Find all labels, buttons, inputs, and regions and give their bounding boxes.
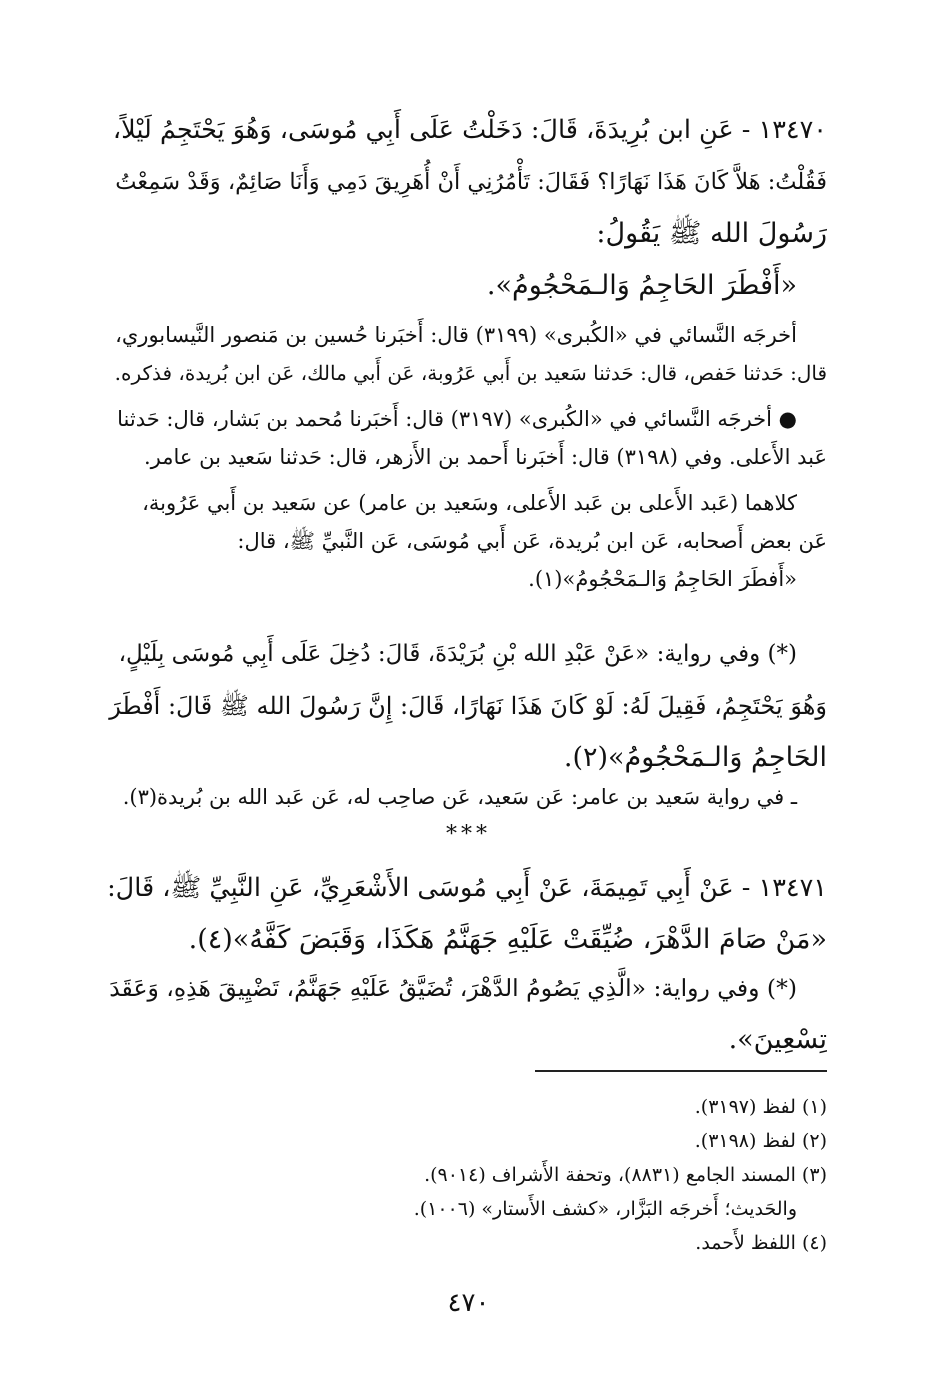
hadith-line: فَقُلْتُ: هَلاَّ كَانَ هَذَا نَهَارًا؟ فَقَالَ: تَأْمُرُنِي أَنْ أُهَرِيقَ دَمِي وَأَنَا صَائِمٌ، وَقَدْ سَمِعْتُ <box>115 169 827 195</box>
page-number: ٤٧٠ <box>447 1288 490 1318</box>
footnote-3: (٣) المسند الجامع (٨٨٣١)، وتحفة الأَشراف (٩٠١٤). <box>424 1164 827 1186</box>
footnote-1: (١) لفظ (٣١٩٧). <box>694 1096 827 1118</box>
riwaya-paragraph <box>107 628 827 784</box>
riwaya-note-line: ـ في رواية سَعيد بن عامر: عَن سَعيد، عَن صاحِب له، عَن عَبد الله بن بُريدة(٣). <box>122 785 797 809</box>
section-separator: *** <box>446 822 491 847</box>
takhrij-paragraph <box>107 400 827 476</box>
takhrij-matn: «أَفطَرَ الحَاجِمُ وَالـمَحْجُومُ»(١). <box>528 567 797 591</box>
hadith-matn: «أَفْطَرَ الحَاجِمُ وَالـمَحْجُومُ». <box>486 270 797 301</box>
takhrij-line: ● أخرجَه النَّسائي في «الكُبرى» (٣١٩٧) قال: أَخبَرنا مُحمد بن بَشار، قال: حَدثنا <box>117 407 797 431</box>
takhrij-line: عَبد الأَعلى. وفي (٣١٩٨) قال: أَخبَرنا أَحمد بن الأَزهر، قال: حَدثنا سَعيد بن عامر. <box>143 445 827 469</box>
hadith-line: ١٣٤٧١ - عَنْ أَبِي تَمِيمَةَ، عَنْ أَبِي مُوسَى الأَشْعَرِيِّ، عَنِ النَّبِيِّ ﷺ، قَالَ: <box>107 873 827 903</box>
takhrij-paragraph <box>107 316 827 392</box>
hadith-line: رَسُولَ الله ﷺ يَقُولُ: <box>596 218 827 249</box>
hadith-13471 <box>107 862 827 966</box>
footnote-3-continuation: والحَديث؛ أَخرجَه البَزَّار، «كشف الأَستار» (١٠٠٦). <box>413 1198 797 1220</box>
footnotes <box>107 1090 827 1260</box>
takhrij-paragraph <box>107 484 827 598</box>
riwaya-paragraph <box>107 962 827 1066</box>
hadith-line: ١٣٤٧٠ - عَنِ ابن بُرِيدَةَ، قَالَ: دَخَلْتُ عَلَى أَبِي مُوسَى، وَهُوَ يَحْتَجِمُ لَيْلاً، <box>112 115 827 145</box>
riwaya-line: (*) وفي رواية: «الَّذِي يَصُومُ الدَّهْرَ، تُضَيَّقُ عَلَيْهِ جَهَنَّمُ، تَضْيِيقَ هَذِهِ، وَعَقَدَ <box>109 974 797 1002</box>
hadith-13470 <box>107 104 827 312</box>
riwaya-line: وَهُوَ يَحْتَجِمُ، فَقِيلَ لَهُ: لَوْ كَانَ هَذَا نَهَارًا، قَالَ: إِنَّ رَسُولَ الله ﷺ قَالَ: أَفْطَرَ <box>109 692 827 720</box>
takhrij-line: كلاهما (عَبد الأَعلى بن عَبد الأَعلى، وسَعيد بن عامر) عن سَعيد بن أَبي عَرُوبة، <box>142 491 797 515</box>
riwaya-note <box>107 778 827 816</box>
takhrij-line: أخرجَه النَّسائي في «الكُبرى» (٣١٩٩) قال: أَخبَرنا حُسين بن مَنصور النَّيسابوري، <box>115 323 797 347</box>
riwaya-line: تِسْعِينَ». <box>728 1024 827 1055</box>
hadith-matn: «مَنْ صَامَ الدَّهْرَ، ضُيِّقَتْ عَلَيْهِ جَهَنَّمُ هَكَذَا، وَقَبَضَ كَفَّهُ»(٤). <box>188 924 827 955</box>
takhrij-line: قال: حَدثنا حَفص، قال: حَدثنا سَعيد بن أَبي عَرُوبة، عَن أَبي مالك، عَن ابن بُريدة، فذكره. <box>114 361 827 385</box>
riwaya-line: (*) وفي رواية: «عَنْ عَبْدِ الله بْنِ بُرَيْدَةَ، قَالَ: دُخِلَ عَلَى أَبِي مُوسَى بِلَيْلٍ، <box>118 641 797 667</box>
footnote-4: (٤) اللفظ لأَحمد. <box>695 1232 827 1254</box>
footnote-2: (٢) لفظ (٣١٩٨). <box>694 1130 827 1152</box>
riwaya-line: الحَاجِمُ وَالـمَحْجُومُ»(٢). <box>563 742 827 773</box>
footnote-divider <box>535 1070 827 1072</box>
takhrij-line: عَن بعض أَصحابه، عَن ابن بُريدة، عَن أَبي مُوسَى، عَن النَّبيِّ ﷺ، قال: <box>237 529 827 553</box>
